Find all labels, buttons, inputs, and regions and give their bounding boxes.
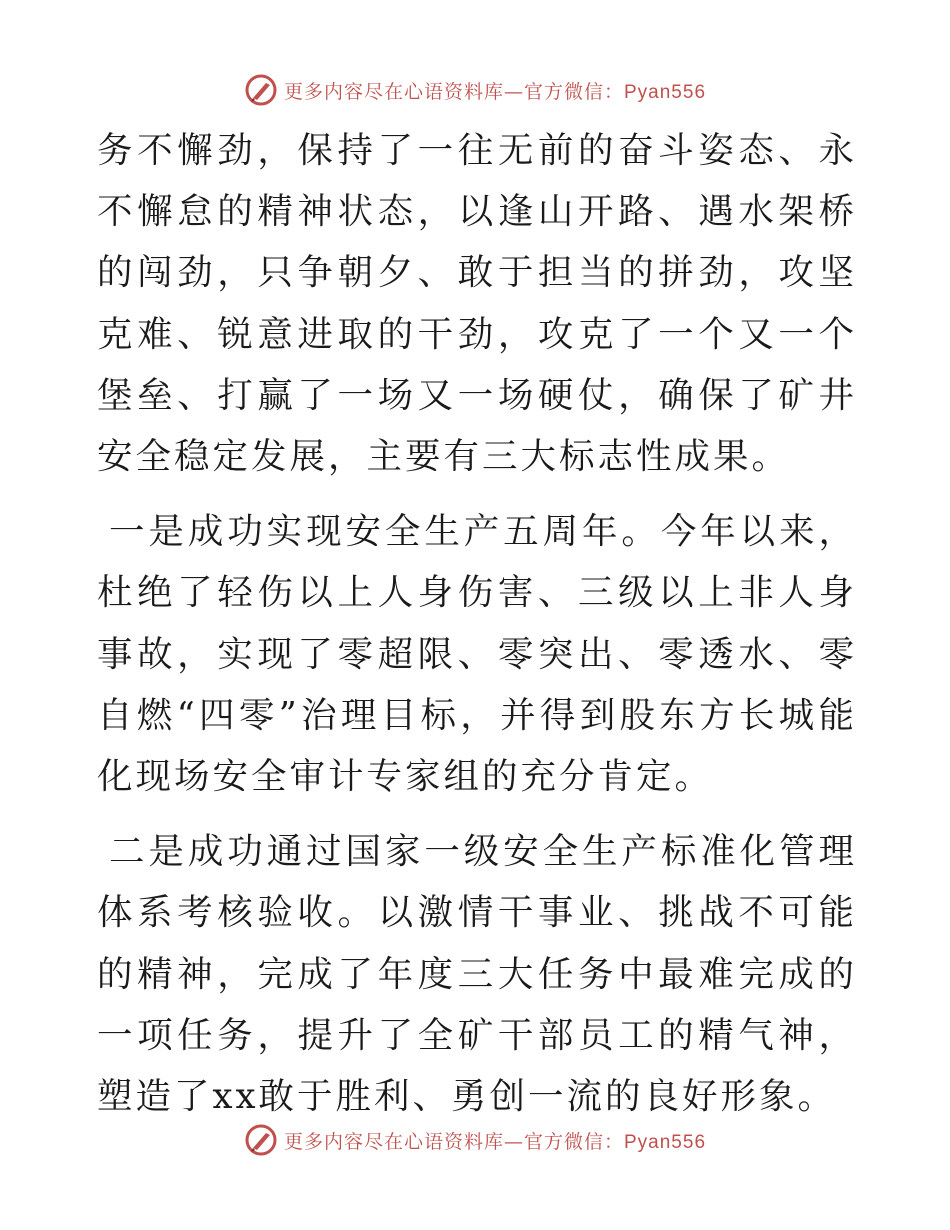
footer-banner-text — [284, 1127, 706, 1154]
header-banner-wechat: Pyan556 — [624, 81, 707, 103]
paragraph-3: 二是成功通过国家一级安全生产标准化管理体系考核验收。以激情干事业、挑战不可能的精神，完成了年度三大任务中最难完成的一项任务，提升了全矿干部员工的精气神，塑造了xx敢于胜利、勇创一流的良好形象。 — [97, 831, 857, 1118]
pen-logo-icon — [244, 1123, 278, 1157]
header-banner-label: 更多内容尽在心语资料库—官方微信： — [283, 80, 624, 103]
pen-logo-icon — [244, 73, 278, 107]
paragraph-2: 一是成功实现安全生产五周年。今年以来，杜绝了轻伤以上人身伤害、三级以上非人身事故，实现了零超限、零突出、零透水、零自燃“四零”治理目标，并得到股东方长城能化现场安全审计专家组的充分肯定。 — [97, 511, 857, 798]
header-banner-text — [284, 77, 706, 104]
footer-banner-wechat: Pyan556 — [624, 1131, 707, 1153]
paragraph-1: 务不懈劲，保持了一往无前的奋斗姿态、永不懈怠的精神状态，以逢山开路、遇水架桥的闯劲，只争朝夕、敢于担当的拼劲，攻坚克难、锐意进取的干劲，攻克了一个又一个堡垒、打赢了一场又一场硬仗，确保了矿井安全稳定发展，主要有三大标志性成果。 — [97, 130, 857, 478]
document-body — [97, 120, 857, 1127]
footer-watermark-banner — [0, 1120, 950, 1160]
header-watermark-banner — [0, 70, 950, 110]
footer-banner-label: 更多内容尽在心语资料库—官方微信： — [283, 1130, 624, 1153]
